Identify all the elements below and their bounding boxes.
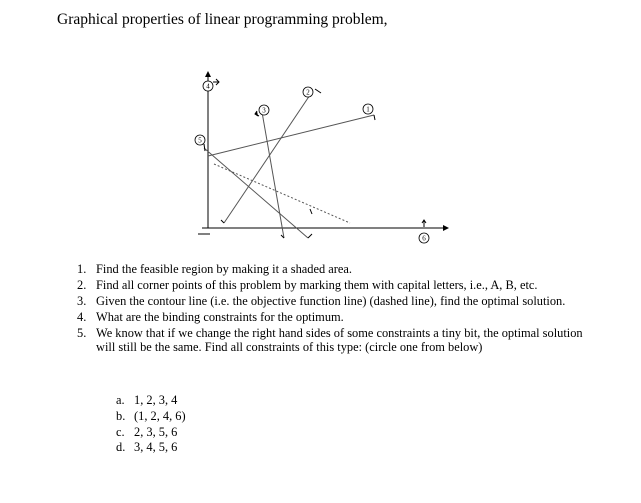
question-text: Given the contour line (i.e. the objective function line) (dashed line), find the optimal solution. bbox=[96, 294, 566, 308]
question-item bbox=[69, 278, 599, 292]
page-title: Graphical properties of linear programming problem, bbox=[57, 11, 388, 28]
choice-a[interactable] bbox=[116, 393, 186, 409]
choice-letter: a. bbox=[116, 393, 125, 407]
direction-arrow-4 bbox=[213, 79, 219, 85]
marker-label-3: 3 bbox=[262, 106, 266, 115]
direction-arrow-1 bbox=[374, 115, 375, 120]
question-number: 5. bbox=[77, 326, 87, 340]
objective-contour-line bbox=[214, 164, 350, 223]
constraint-line-5 bbox=[204, 148, 308, 238]
question-text: What are the binding constraints for the optimum. bbox=[96, 310, 344, 324]
direction-arrow-misc-d bbox=[310, 209, 312, 214]
question-item bbox=[69, 294, 599, 308]
question-text: Find the feasible region by making it a shaded area. bbox=[96, 262, 352, 276]
marker-label-5: 5 bbox=[198, 136, 202, 145]
question-number: 1. bbox=[77, 262, 87, 276]
lp-graph bbox=[186, 68, 452, 248]
question-item bbox=[69, 310, 599, 324]
choice-letter: c. bbox=[116, 424, 125, 439]
question-item bbox=[69, 262, 599, 276]
direction-arrow-misc-c bbox=[308, 234, 312, 238]
choice-text: (1, 2, 4, 6) bbox=[134, 408, 186, 423]
choice-b[interactable] bbox=[116, 409, 186, 425]
direction-arrow-5 bbox=[204, 144, 205, 151]
choice-text: 3, 4, 5, 6 bbox=[134, 440, 178, 455]
marker-label-6: 6 bbox=[422, 234, 426, 243]
marker-label-4: 4 bbox=[206, 82, 210, 91]
question-text: Find all corner points of this problem by marking them with capital letters, i.e., A, B, etc. bbox=[96, 278, 538, 292]
question-number: 4. bbox=[77, 310, 87, 324]
question-list bbox=[69, 262, 599, 356]
choice-d[interactable] bbox=[116, 440, 186, 456]
constraint-line-3 bbox=[262, 112, 284, 238]
choice-letter: d. bbox=[116, 440, 126, 455]
direction-arrow-6 bbox=[422, 220, 426, 227]
question-item bbox=[69, 326, 599, 354]
choice-letter: b. bbox=[116, 408, 126, 423]
choice-c[interactable] bbox=[116, 425, 186, 441]
marker-label-2: 2 bbox=[306, 88, 310, 97]
answer-choices bbox=[116, 393, 186, 456]
direction-arrow-2 bbox=[315, 89, 321, 93]
constraint-line-1 bbox=[208, 115, 374, 156]
question-number: 2. bbox=[77, 278, 87, 292]
marker-label-1: 1 bbox=[366, 105, 370, 114]
choice-text: 2, 3, 5, 6 bbox=[134, 424, 178, 439]
question-number: 3. bbox=[77, 294, 87, 308]
question-text: We know that if we change the right hand sides of some constraints a tiny bit, the optimal solution will still be the same. Find all constraints of this type: (circle one from below) bbox=[96, 326, 583, 354]
choice-text: 1, 2, 3, 4 bbox=[134, 393, 178, 407]
direction-arrow-3 bbox=[255, 111, 259, 116]
direction-arrow-misc-a bbox=[221, 220, 224, 223]
